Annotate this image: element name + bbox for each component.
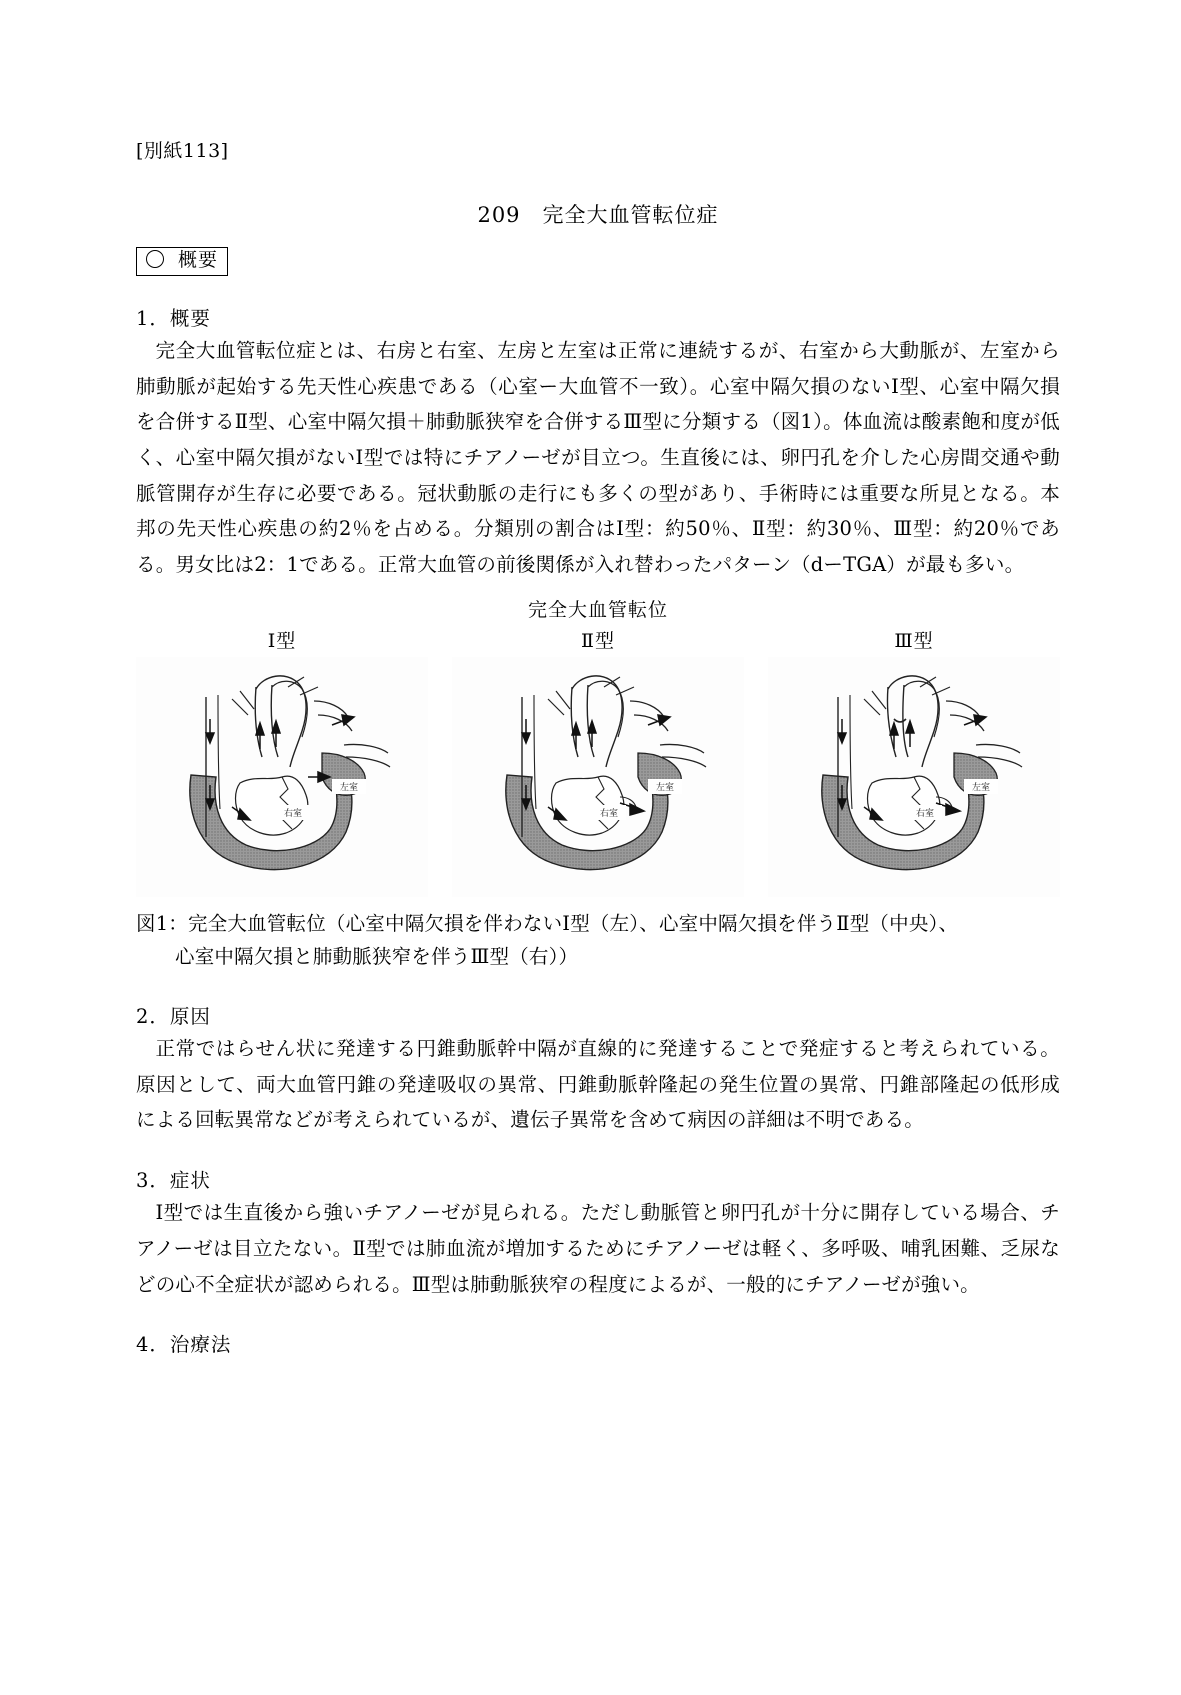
section-treatment — [136, 1332, 1060, 1357]
figure-caption — [136, 907, 1060, 974]
page-title: 209 完全大血管転位症 — [477, 202, 719, 227]
section-overview — [136, 306, 1060, 583]
panel2-left-ventricle-label: 左室 — [655, 782, 675, 793]
figure-panel-row — [136, 657, 1060, 897]
panel3-right-ventricle-label: 右室 — [915, 808, 935, 819]
section-body-2: 正常ではらせん状に発達する円錐動脈幹中隔が直線的に発達することで発症すると考えられている。原因として、両大血管円錐の発達吸収の異常、円錐動脈幹隆起の発生位置の異常、円錐部隆起の低形成による回転異常などが考えられているが、遺伝子異常を含めて病因の詳細は不明である。 — [136, 1037, 1060, 1132]
section-heading-2: 2．原因 — [136, 1004, 211, 1028]
heart-diagram-svg-3 — [768, 657, 1060, 897]
section-heading-1: 1．概要 — [136, 306, 211, 330]
figure-type-label-row — [136, 626, 1060, 653]
heart-diagram-type-3 — [768, 657, 1060, 897]
overview-box-label: 概要 — [178, 248, 219, 271]
heart-diagram-type-2 — [452, 657, 744, 897]
figure-caption-line-2: 心室中隔欠損と肺動脈狭窄を伴うⅢ型（右）） — [175, 945, 579, 969]
panel3-left-ventricle-label: 左室 — [971, 782, 991, 793]
panel1-right-ventricle-label: 右室 — [283, 808, 303, 819]
section-body-3: Ⅰ型では生直後から強いチアノーゼが見られる。ただし動脈管と卵円孔が十分に開存している場合、チアノーゼは目立たない。Ⅱ型では肺血流が増加するためにチアノーゼは軽く、多呼吸、哺乳困難、乏尿などの心不全症状が認められる。Ⅲ型は肺動脈狭窄の程度によるが、一般的にチアノーゼが強い。 — [136, 1201, 1060, 1296]
figure-title: 完全大血管転位 — [527, 598, 668, 621]
circle-bullet-icon — [146, 250, 164, 268]
heart-diagram-type-1 — [136, 657, 428, 897]
figure-1 — [136, 595, 1060, 974]
figure-caption-line-1: 図1：完全大血管転位（心室中隔欠損を伴わないⅠ型（左）、心室中隔欠損を伴うⅡ型（中央）、 — [136, 911, 959, 935]
figure-type-label-1: Ⅰ型 — [267, 629, 297, 652]
section-heading-4: 4．治療法 — [136, 1333, 232, 1357]
page-content — [136, 0, 1060, 1360]
heart-diagram-svg-1 — [136, 657, 428, 897]
section-body-1: 完全大血管転位症とは、右房と右室、左房と左室は正常に連続するが、右室から大動脈が、左室から肺動脈が起始する先天性心疾患である（心室ー大血管不一致）。心室中隔欠損のないⅠ型、心室中隔欠損を合併するⅡ型、心室中隔欠損＋肺動脈狭窄を合併するⅢ型に分類する（図1）。体血流は酸素飽和度が低く、心室中隔欠損がないⅠ型では特にチアノーゼが目立つ。生直後には、卵円孔を介した心房間交通や動脈管開存が生存に必要である。冠状動脈の走行にも多くの型があり、手術時には重要な所見となる。本邦の先天性心疾患の約2％を占める。分類別の割合はⅠ型：約50％、Ⅱ型：約30％、Ⅲ型：約20％である。男女比は2：1である。正常大血管の前後関係が入れ替わったパターン（dーTGA）が最も多い。 — [136, 338, 1060, 577]
figure-type-label-3: Ⅲ型 — [894, 629, 934, 652]
boxed-label-wrapper — [136, 247, 1060, 276]
section-heading-3: 3．症状 — [136, 1169, 211, 1193]
figure-type-label-2: Ⅱ型 — [581, 629, 615, 652]
section-cause — [136, 1004, 1060, 1138]
section-symptoms — [136, 1168, 1060, 1302]
panel1-left-ventricle-label: 左室 — [339, 782, 359, 793]
panel2-right-ventricle-label: 右室 — [599, 808, 619, 819]
heart-diagram-svg-2 — [452, 657, 744, 897]
attachment-tag: [別紙113] — [136, 140, 229, 162]
overview-box — [136, 247, 228, 276]
